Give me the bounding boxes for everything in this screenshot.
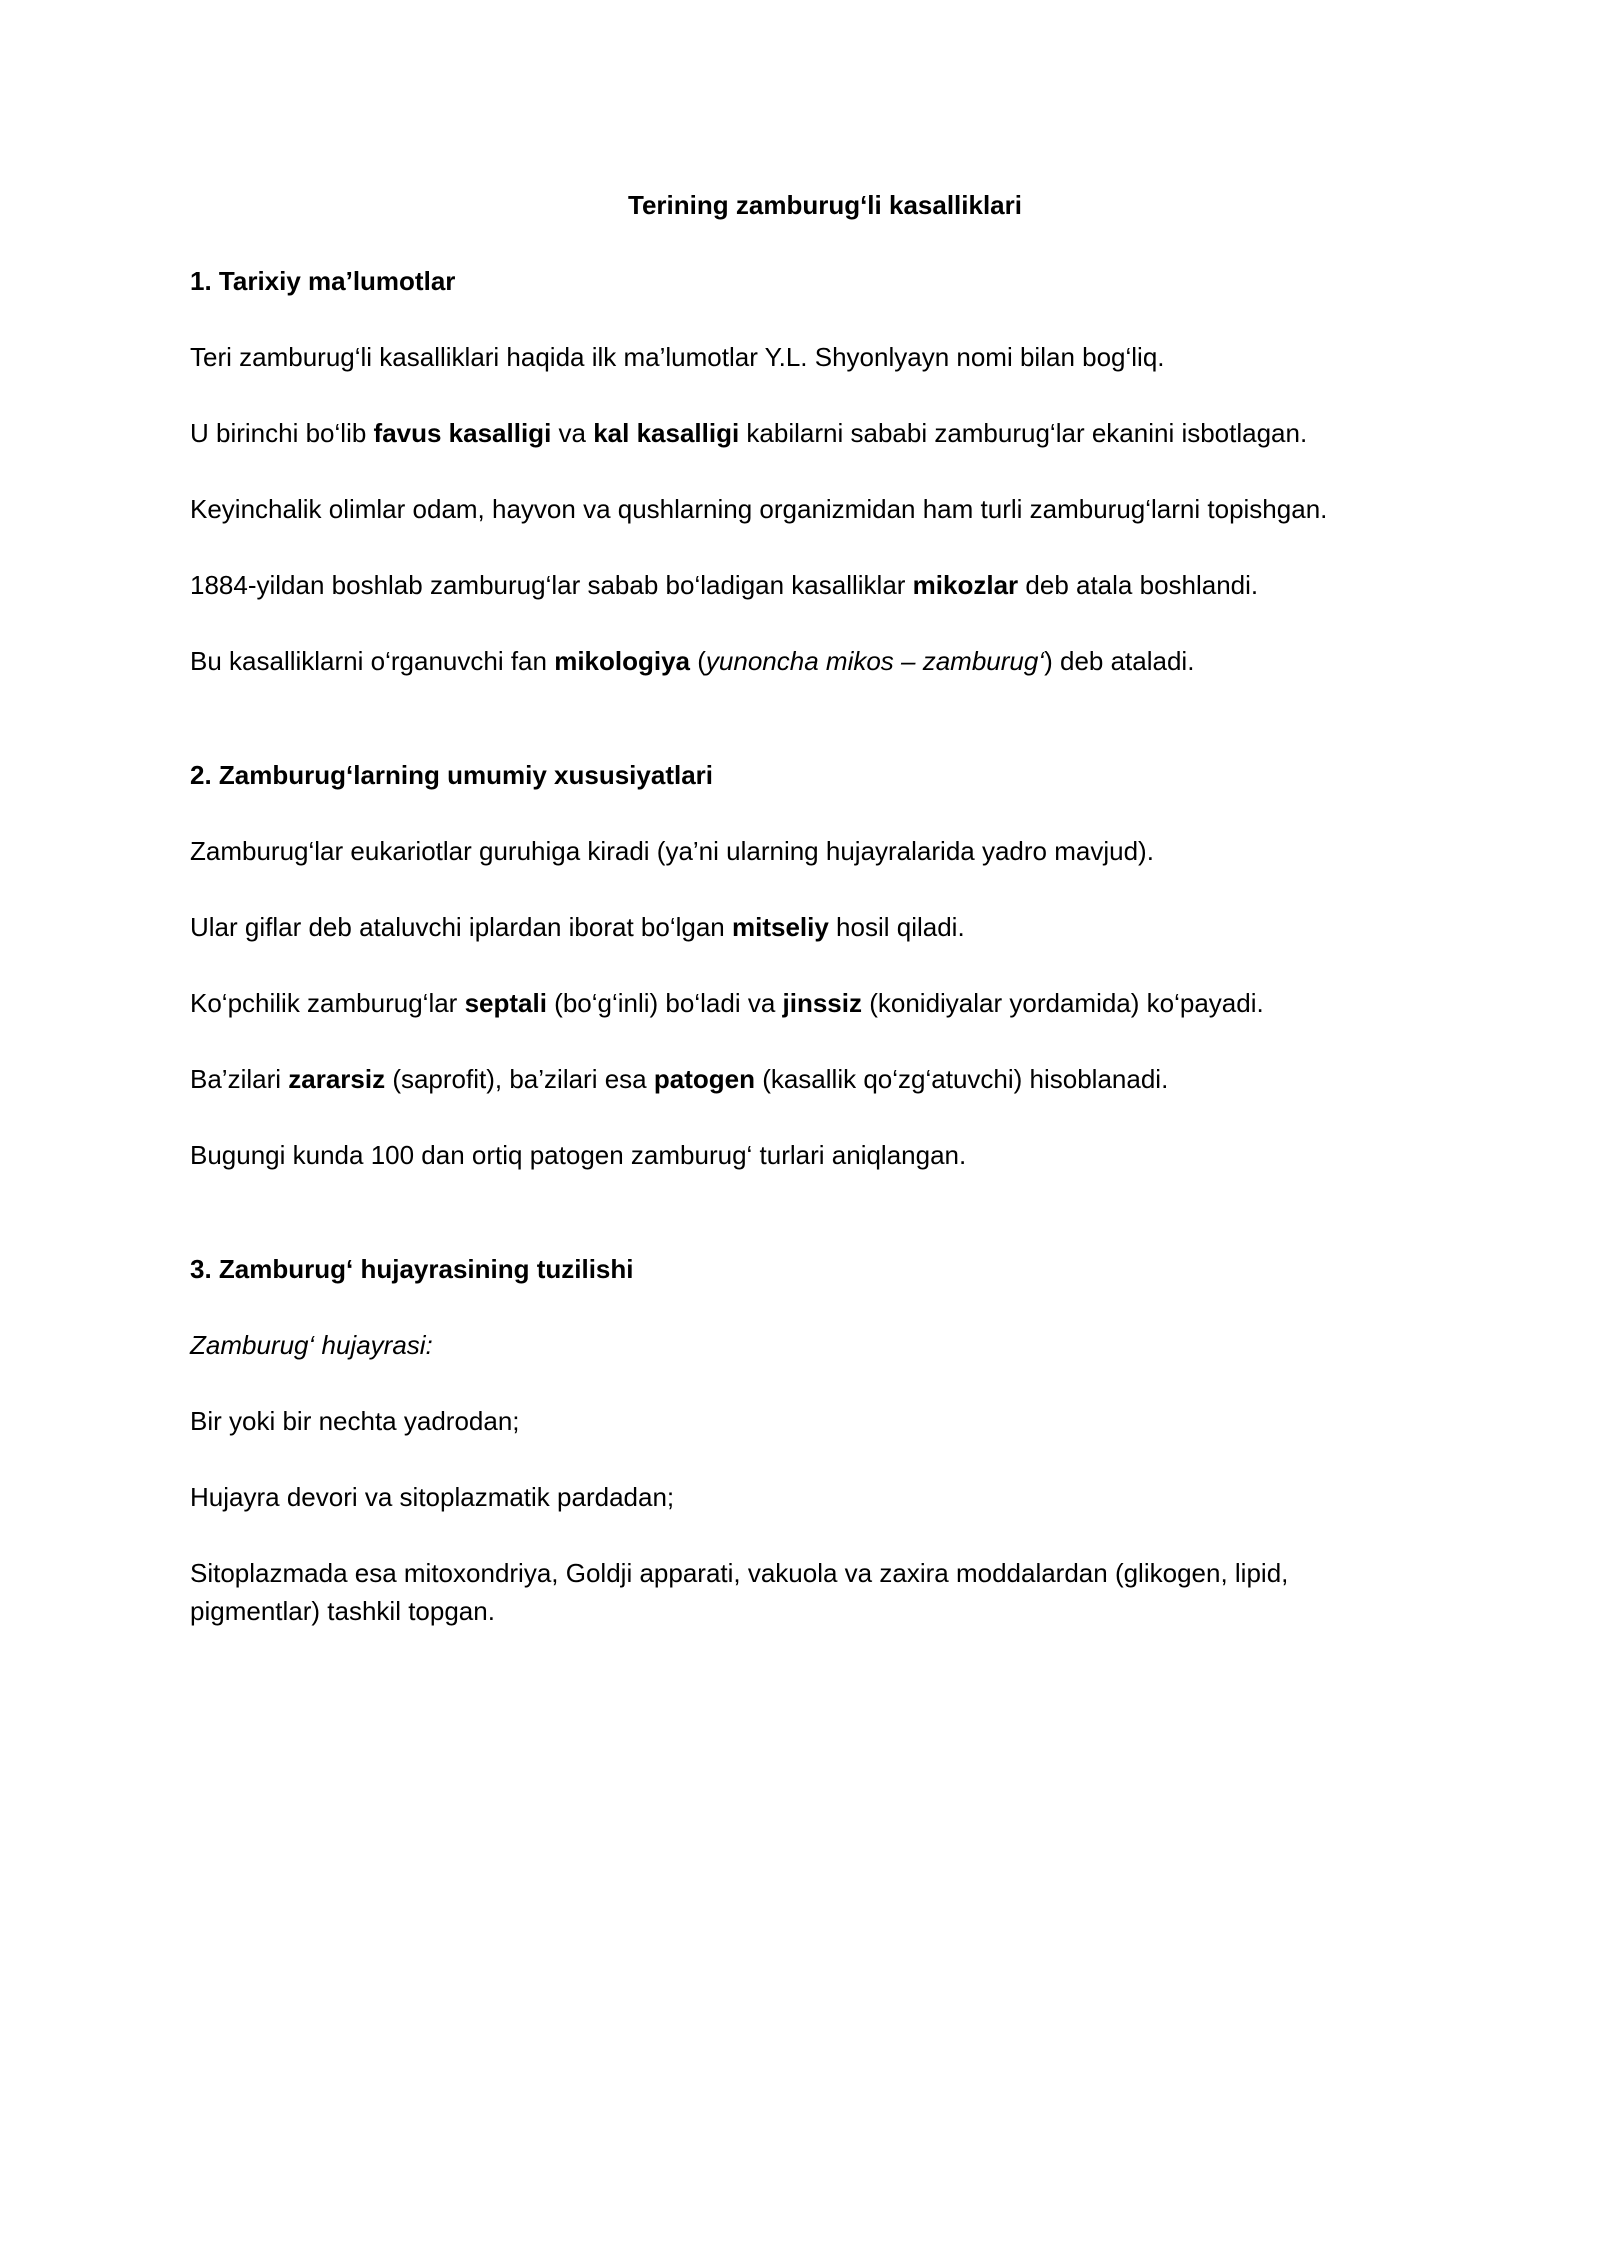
text-run: Ba’zilari bbox=[190, 1064, 289, 1094]
paragraph bbox=[190, 1060, 1420, 1098]
text-run: Ko‘pchilik zamburug‘lar bbox=[190, 988, 465, 1018]
text-run: hosil qiladi. bbox=[828, 912, 965, 942]
text-run: (kasallik qo‘zg‘atuvchi) hisoblanadi. bbox=[754, 1064, 1169, 1094]
text-run: ) deb ataladi. bbox=[1044, 646, 1195, 676]
paragraph: Bugungi kunda 100 dan ortiq patogen zamburug‘ turlari aniqlangan. bbox=[190, 1140, 967, 1170]
section-heading-cell-structure: 3. Zamburug‘ hujayrasining tuzilishi bbox=[190, 1254, 634, 1284]
text-run: va bbox=[551, 418, 594, 448]
section-heading-properties: 2. Zamburug‘larning umumiy xususiyatlari bbox=[190, 760, 714, 790]
section-spacer bbox=[190, 718, 1420, 756]
paragraph bbox=[190, 908, 1420, 946]
text-run: Ular giflar deb ataluvchi iplardan iborat bo‘lgan bbox=[190, 912, 732, 942]
text-run: deb atala boshlandi. bbox=[1018, 570, 1259, 600]
paragraph bbox=[190, 984, 1420, 1022]
text-run: (bo‘g‘inli) bo‘ladi va bbox=[546, 988, 783, 1018]
bold-term: mikologiya bbox=[554, 646, 691, 676]
text-run: kabilarni sababi zamburug‘lar ekanini isbotlagan. bbox=[739, 418, 1308, 448]
paragraph: Zamburug‘lar eukariotlar guruhiga kiradi (ya’ni ularning hujayralarida yadro mavjud). bbox=[190, 836, 1154, 866]
document-body bbox=[190, 186, 1420, 1668]
document-title: Terining zamburug‘li kasalliklari bbox=[628, 190, 1022, 220]
paragraph: Hujayra devori va sitoplazmatik pardadan; bbox=[190, 1482, 675, 1512]
paragraph: Sitoplazmada esa mitoxondriya, Goldji apparati, vakuola va zaxira moddalardan (glikogen, lipid, pigmentlar) tashkil topgan. bbox=[190, 1558, 1289, 1626]
paragraph: Keyinchalik olimlar odam, hayvon va qushlarning organizmidan ham turli zamburug‘larni topishgan. bbox=[190, 494, 1328, 524]
text-run: Bu kasalliklarni o‘rganuvchi fan bbox=[190, 646, 555, 676]
bold-term: mitseliy bbox=[732, 912, 829, 942]
paragraph: Teri zamburug‘li kasalliklari haqida ilk ma’lumotlar Y.L. Shyonlyayn nomi bilan bog‘liq. bbox=[190, 342, 1165, 372]
bold-term: septali bbox=[464, 988, 547, 1018]
italic-term: yunoncha mikos – zamburug‘ bbox=[705, 646, 1045, 676]
bold-term: zararsiz bbox=[288, 1064, 386, 1094]
text-run: (saprofit), ba’zilari esa bbox=[385, 1064, 654, 1094]
bold-term: jinssiz bbox=[782, 988, 862, 1018]
text-run: ( bbox=[690, 646, 706, 676]
paragraph bbox=[190, 566, 1420, 604]
bold-term: favus kasalligi bbox=[373, 418, 552, 448]
paragraph bbox=[190, 414, 1420, 452]
paragraph-subtitle bbox=[190, 1326, 1420, 1364]
bold-term: kal kasalligi bbox=[593, 418, 740, 448]
paragraph: Bir yoki bir nechta yadrodan; bbox=[190, 1406, 520, 1436]
section-spacer bbox=[190, 1212, 1420, 1250]
bold-term: patogen bbox=[653, 1064, 755, 1094]
section-heading-history: 1. Tarixiy ma’lumotlar bbox=[190, 266, 456, 296]
bold-term: mikozlar bbox=[912, 570, 1019, 600]
italic-subtitle: Zamburug‘ hujayrasi: bbox=[190, 1330, 433, 1360]
text-run: U birinchi bo‘lib bbox=[190, 418, 374, 448]
text-run: 1884-yildan boshlab zamburug‘lar sabab bo‘ladigan kasalliklar bbox=[190, 570, 913, 600]
paragraph bbox=[190, 642, 1420, 680]
text-run: (konidiyalar yordamida) ko‘payadi. bbox=[861, 988, 1264, 1018]
